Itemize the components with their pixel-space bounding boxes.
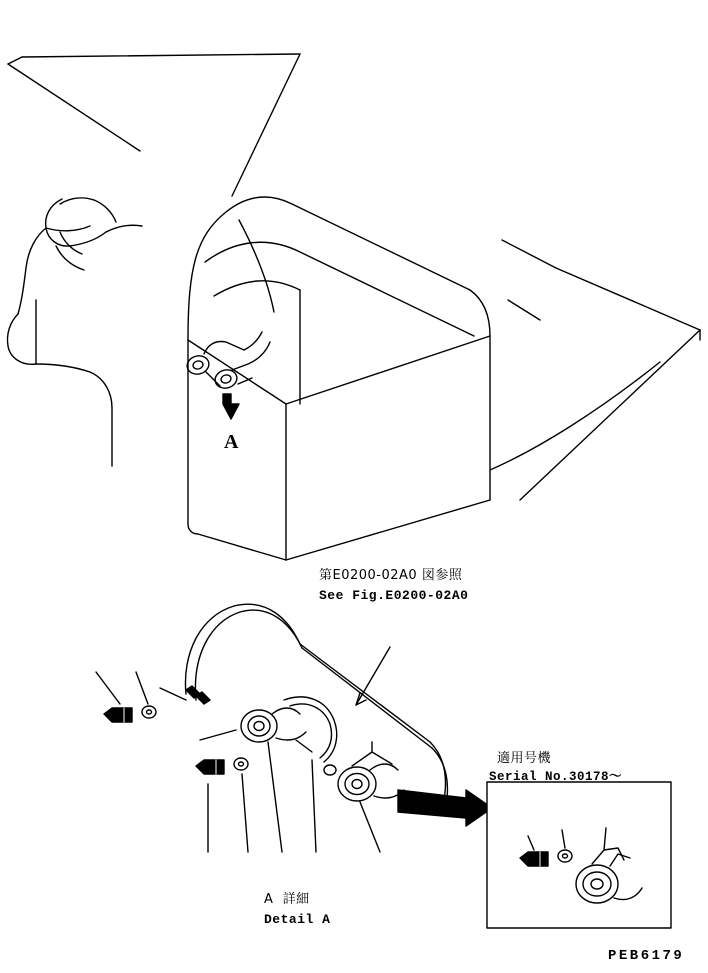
serial-note-en: Serial No.30178〜 (489, 770, 623, 784)
reference-note-jp: 第E0200-02A0 図参照 (319, 568, 463, 583)
serial-note-jp: 適用号機 (497, 751, 552, 766)
drawing-number: PEB6179 (608, 948, 685, 964)
reference-note-en: See Fig.E0200-02A0 (319, 588, 469, 603)
detail-label-en: Detail A (264, 912, 331, 927)
callout-letter-a: A (224, 431, 239, 453)
detail-label-jp: A 詳細 (264, 892, 310, 907)
